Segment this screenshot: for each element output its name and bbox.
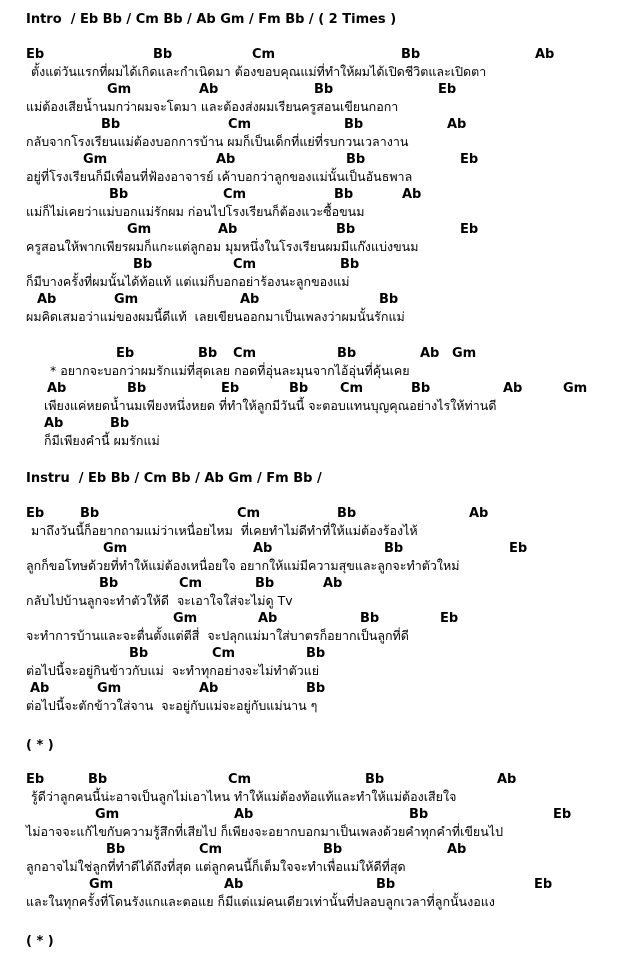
chord-label: Ab	[503, 381, 523, 396]
chord-label: Bb	[334, 187, 354, 202]
chord-label: Gm	[107, 82, 132, 97]
chord-label: Bb	[314, 82, 334, 97]
lyric-line: รู้ดีว่าลูกคนนี้น่ะอาจเป็นลูกไม่เอาไหน ทำให้แม่ต้องท้อแท้และทำให้แม่ต้องเสียใจ	[31, 789, 457, 804]
chord-label: Ab	[497, 772, 517, 787]
chord-label: Ab	[469, 506, 489, 521]
lyric-line: แม่ต้องเสียน้ำนมกว่าผมจะโตมา และต้องส่งผมเรียนครูสอนเขียนกอกา	[26, 99, 399, 114]
chord-label: Bb	[337, 506, 357, 521]
chord-label: Bb	[411, 381, 431, 396]
chord-label: Ab	[535, 47, 555, 62]
chord-label: Bb	[376, 877, 396, 892]
chord-label: Cm	[212, 646, 236, 661]
chord-label: Eb	[460, 222, 479, 237]
lyric-line: กลับไปบ้านลูกจะทำตัวให้ดี จะเอาใจใส่จะไม่ดู Tv	[26, 593, 293, 608]
chord-label: Eb	[440, 611, 459, 626]
chord-label: Eb	[460, 152, 479, 167]
chord-label: Gm	[452, 346, 477, 361]
chord-label: Ab	[402, 187, 422, 202]
chord-label: Cm	[237, 506, 261, 521]
chord-label: Eb	[26, 47, 45, 62]
chord-label: Bb	[133, 257, 153, 272]
instrumental-chord-progression: Instru / Eb Bb / Cm Bb / Ab Gm / Fm Bb /	[26, 471, 322, 486]
lyric-line: กลับจากโรงเรียนแม่ต้องบอกการบ้าน ผมก็เป็นเด็กที่แย่ที่รบกวนเวลางาน	[26, 134, 409, 149]
chord-label: Ab	[218, 222, 238, 237]
chord-label: Ab	[240, 292, 260, 307]
chord-label: Ab	[44, 416, 64, 431]
chord-label: Eb	[438, 82, 457, 97]
chord-label: Bb	[365, 772, 385, 787]
chord-label: Cm	[179, 576, 203, 591]
chord-label: Bb	[409, 807, 429, 822]
lyric-line: และในทุกครั้งที่โดนรังแกและตอแย ก็มีแต่แม่คนเดียวเท่านั้นที่ปลอบลูกเวลาที่ลูกนั้นงอแง	[26, 894, 495, 909]
chord-label: Bb	[344, 117, 364, 132]
chord-label: Bb	[323, 842, 343, 857]
chord-label: Bb	[109, 187, 129, 202]
chord-label: Bb	[101, 117, 121, 132]
chord-label: Bb	[110, 416, 130, 431]
chord-label: Bb	[346, 152, 366, 167]
chord-label: Gm	[89, 877, 114, 892]
chord-label: Ab	[216, 152, 236, 167]
chord-label: Bb	[360, 611, 380, 626]
lyric-line: * อยากจะบอกว่าผมรักแม่ที่สุดเลย กอดที่อุ่นละมุนจากไอ้อุ่นที่คุ้นเคย	[50, 363, 410, 378]
lyric-line: ต่อไปนี้จะอยู่กินข้าวกับแม่ จะทำทุกอย่างจะไม่ทำตัวแย่	[26, 663, 320, 678]
chord-label: Gm	[127, 222, 152, 237]
chord-label: Eb	[509, 541, 528, 556]
lyric-line: ครูสอนให้พากเพียรผมก็แกะแต่ลูกอม มุมหนึ่งในโรงเรียนผมมีแก๊งแบ่งขนม	[26, 239, 419, 254]
chord-label: Gm	[173, 611, 198, 626]
chord-label: Bb	[129, 646, 149, 661]
chord-label: Bb	[153, 47, 173, 62]
lyric-line: อยู่ที่โรงเรียนก็มีเพื่อนที่ฟ้องอาจารย์ เค้าบอกว่าลูกของแม่นั้นเป็นอันธพาล	[26, 169, 413, 184]
chord-label: Eb	[116, 346, 135, 361]
chord-label: Bb	[80, 506, 100, 521]
chord-label: Bb	[306, 681, 326, 696]
chord-label: Ab	[30, 681, 50, 696]
chord-label: Eb	[534, 877, 553, 892]
lyric-line: ก็มีเพียงคำนี้ ผมรักแม่	[44, 433, 160, 448]
lyric-line: เพียงแค่หยดน้ำนมเพียงหนึ่งหยด ที่ทำให้ลูกมีวันนี้ จะตอบแทนบุญคุณอย่างไรให้ท่านดี	[44, 398, 497, 413]
chord-label: Cm	[199, 842, 223, 857]
chord-label: Ab	[234, 807, 254, 822]
chord-label: Cm	[252, 47, 276, 62]
chord-label: Bb	[99, 576, 119, 591]
chord-label: Ab	[47, 381, 67, 396]
chord-label: Cm	[228, 772, 252, 787]
chorus-repeat-marker: ( * )	[26, 934, 54, 949]
chord-label: Gm	[83, 152, 108, 167]
chord-label: Gm	[563, 381, 588, 396]
chord-label: Bb	[127, 381, 147, 396]
chord-label: Eb	[553, 807, 572, 822]
chord-label: Ab	[447, 842, 467, 857]
chord-label: Bb	[340, 257, 360, 272]
chord-label: Ab	[199, 82, 219, 97]
chord-label: Bb	[379, 292, 399, 307]
chord-label: Bb	[401, 47, 421, 62]
chord-label: Cm	[233, 257, 257, 272]
chord-label: Gm	[95, 807, 120, 822]
chord-label: Bb	[88, 772, 108, 787]
chord-label: Ab	[323, 576, 343, 591]
chord-label: Ab	[258, 611, 278, 626]
chord-label: Eb	[26, 772, 45, 787]
chord-label: Cm	[228, 117, 252, 132]
chord-label: Gm	[103, 541, 128, 556]
chorus-repeat-marker: ( * )	[26, 738, 54, 753]
chord-label: Ab	[199, 681, 219, 696]
lyric-line: ต่อไปนี้จะตักข้าวใส่จาน จะอยู่กับแม่จะอยู่กับแม่นาน ๆ	[26, 698, 318, 713]
chord-label: Bb	[337, 346, 357, 361]
lyric-line: ลูกอาจไม่ใช่ลูกที่ทำดีได้ถึงที่สุด แต่ลูกคนนี้ก็เต็มใจจะทำเพื่อแม่ให้ดีที่สุด	[26, 859, 406, 874]
chord-label: Ab	[447, 117, 467, 132]
chord-label: Cm	[233, 346, 257, 361]
lyric-line: จะทำการบ้านและจะตื่นตั้งแต่ตีสี่ จะปลุกแม่มาใส่บาตรก็อยากเป็นลูกที่ดี	[26, 628, 409, 643]
lyric-line: ไม่อาจจะแก้ไขกับความรู้สึกที่เสียไป ก็เพียงจะอยากบอกมาเป็นเพลงด้วยคำทุกคำที่เขียนไป	[26, 824, 504, 839]
chord-label: Gm	[97, 681, 122, 696]
chord-label: Bb	[336, 222, 356, 237]
chord-label: Cm	[340, 381, 364, 396]
lyric-line: แม่ก็ไม่เคยว่าแม่บอกแม่รักผม ก่อนไปโรงเรียนก็ต้องแวะซื้อขนม	[26, 204, 365, 219]
chord-label: Bb	[306, 646, 326, 661]
chord-label: Ab	[420, 346, 440, 361]
chord-label: Cm	[223, 187, 247, 202]
chord-label: Eb	[221, 381, 240, 396]
chord-label: Bb	[198, 346, 218, 361]
chord-label: Eb	[26, 506, 45, 521]
chord-label: Ab	[37, 292, 57, 307]
chord-label: Bb	[255, 576, 275, 591]
chord-label: Ab	[253, 541, 273, 556]
lyric-line: ตั้งแต่วันแรกที่ผมได้เกิดและกำเนิดมา ต้องขอบคุณแม่ที่ทำให้ผมได้เปิดชีวิตและเปิดตา	[31, 64, 487, 79]
chord-label: Gm	[114, 292, 139, 307]
chord-label: Bb	[106, 842, 126, 857]
chord-label: Bb	[384, 541, 404, 556]
lyric-line: ก็มีบางครั้งที่ผมนั้นได้ท้อแท้ แต่แม่ก็บอกอย่าร้องนะลูกของแม่	[26, 274, 350, 289]
lyric-line: มาถึงวันนี้ก็อยากถามแม่ว่าเหนื่อยไหม ที่เคยทำไม่ดีทำที่ให้แม่ต้องร้องไห้	[31, 523, 418, 538]
intro-chord-progression: Intro / Eb Bb / Cm Bb / Ab Gm / Fm Bb / ( 2 Times )	[26, 12, 397, 27]
lyric-line: ลูกก็ขอโทษด้วยที่ทำให้แม่ต้องเหนื่อยใจ อยากให้แม่มีความสุขและลูกจะทำตัวใหม่	[26, 558, 460, 573]
chord-label: Ab	[224, 877, 244, 892]
lyric-line: ผมคิดเสมอว่าแม่ของผมนี้ดีแท้ เลยเขียนออกมาเป็นเพลงว่าผมนั้นรักแม่	[26, 309, 405, 324]
chord-label: Bb	[289, 381, 309, 396]
